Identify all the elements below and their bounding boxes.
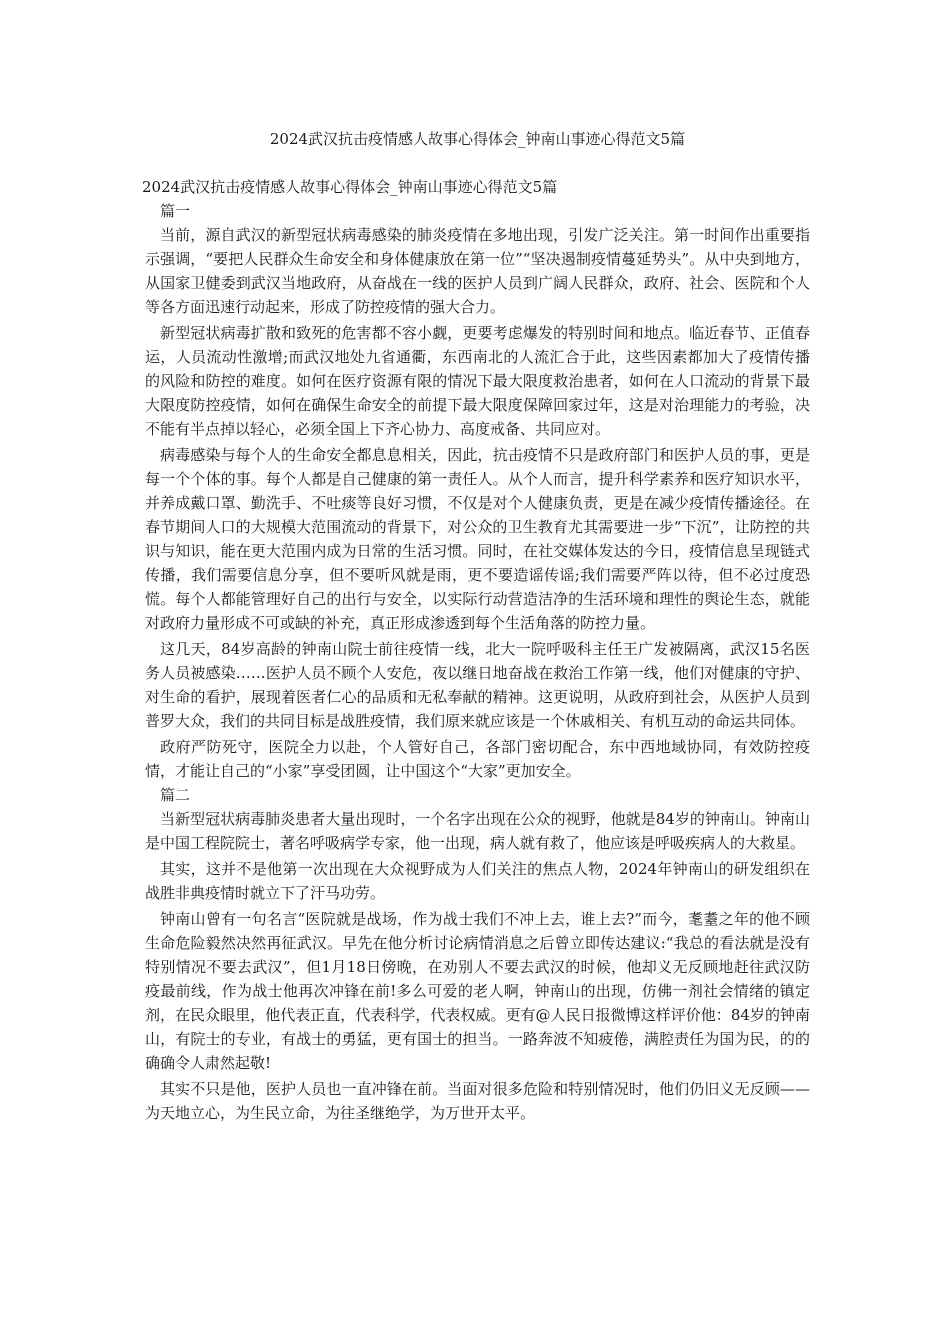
document-page — [142, 0, 810, 1125]
paragraph: 新型冠状病毒扩散和致死的危害都不容小觑，更要考虑爆发的特别时间和地点。临近春节、正值春运，人员流动性激增;而武汉地处九省通衢，东西南北的人流汇合于此，这些因素都加大了疫情传播的风险和防控的难度。如何在医疗资源有限的情况下最大限度救治患者，如何在人口流动的背景下最大限度防控疫情，如何在确保生命安全的前提下最大限度保障回家过年，这是对治理能力的考验，决不能有半点掉以轻心，必须全国上下齐心协力、高度戒备、共同应对。 — [145, 324, 810, 438]
section-label-1: 篇一 — [160, 202, 191, 220]
section-label-2: 篇二 — [160, 786, 191, 804]
paragraph: 当前，源自武汉的新型冠状病毒感染的肺炎疫情在多地出现，引发广泛关注。第一时间作出重要指示强调，“要把人民群众生命安全和身体健康放在第一位”“坚决遏制疫情蔓延势头”。从中央到地方，从国家卫健委到武汉当地政府，从奋战在一线的医护人员到广阔人民群众，政府、社会、医院和个人等各方面迅速行动起来，形成了防控疫情的强大合力。 — [145, 226, 810, 316]
paragraph: 钟南山曾有一句名言“医院就是战场，作为战士我们不冲上去，谁上去?”而今，耄耋之年的他不顾生命危险毅然决然再征武汉。早先在他分析讨论病情消息之后曾立即传达建议:“我总的看法就是没有特别情况不要去武汉”，但1月18日傍晚，在劝别人不要去武汉的时候，他却义无反顾地赶往武汉防疫最前线，作为战士他再次冲锋在前!多么可爱的老人啊，钟南山的出现，仿佛一剂社会情绪的镇定剂，在民众眼里，他代表正直，代表科学，代表权威。更有@人民日报微博这样评价他：84岁的钟南山，有院士的专业，有战士的勇猛，更有国士的担当。一路奔波不知疲倦，满腔责任为国为民，的的确确令人肃然起敬! — [145, 910, 810, 1072]
paragraph: 政府严防死守，医院全力以赴，个人管好自己，各部门密切配合，东中西地域协同，有效防控疫情，才能让自己的“小家”享受团圆，让中国这个“大家”更加安全。 — [145, 738, 810, 780]
paragraph: 病毒感染与每个人的生命安全都息息相关，因此，抗击疫情不只是政府部门和医护人员的事，更是每一个个体的事。每个人都是自己健康的第一责任人。从个人而言，提升科学素养和医疗知识水平，并养成戴口罩、勤洗手、不吐痰等良好习惯，不仅是对个人健康负责，更是在减少疫情传播途径。在春节期间人口的大规模大范围流动的背景下，对公众的卫生教育尤其需要进一步“下沉”，让防控的共识与知识，能在更大范围内成为日常的生活习惯。同时，在社交媒体发达的今日，疫情信息呈现链式传播，我们需要信息分享，但不要听风就是雨，更不要造谣传谣;我们需要严阵以待，但不必过度恐慌。每个人都能管理好自己的出行与安全，以实际行动营造洁净的生活环境和理性的舆论生态，就能对政府力量形成不可或缺的补充，真正形成渗透到每个生活角落的防控力量。 — [145, 446, 810, 632]
paragraph: 当新型冠状病毒肺炎患者大量出现时，一个名字出现在公众的视野，他就是84岁的钟南山。钟南山是中国工程院院士，著名呼吸病学专家，他一出现，病人就有救了，他应该是呼吸疾病人的大救星。 — [145, 810, 810, 852]
document-title: 2024武汉抗击疫情感人故事心得体会_钟南山事迹心得范文5篇 — [269, 130, 686, 148]
paragraph: 其实不只是他，医护人员也一直冲锋在前。当面对很多危险和特别情况时，他们仍旧义无反顾——为天地立心，为生民立命，为往圣继绝学，为万世开太平。 — [145, 1080, 810, 1122]
paragraph: 其实，这并不是他第一次出现在大众视野成为人们关注的焦点人物，2024年钟南山的研发组织在战胜非典疫情时就立下了汗马功劳。 — [145, 860, 810, 902]
document-subtitle: 2024武汉抗击疫情感人故事心得体会_钟南山事迹心得范文5篇 — [142, 178, 558, 196]
paragraph: 这几天，84岁高龄的钟南山院士前往疫情一线，北大一院呼吸科主任王广发被隔离，武汉15名医务人员被感染……医护人员不顾个人安危，夜以继日地奋战在救治工作第一线，他们对健康的守护、对生命的看护，展现着医者仁心的品质和无私奉献的精神。这更说明，从政府到社会，从医护人员到普罗大众，我们的共同目标是战胜疫情，我们原来就应该是一个休戚相关、有机互动的命运共同体。 — [145, 640, 810, 730]
